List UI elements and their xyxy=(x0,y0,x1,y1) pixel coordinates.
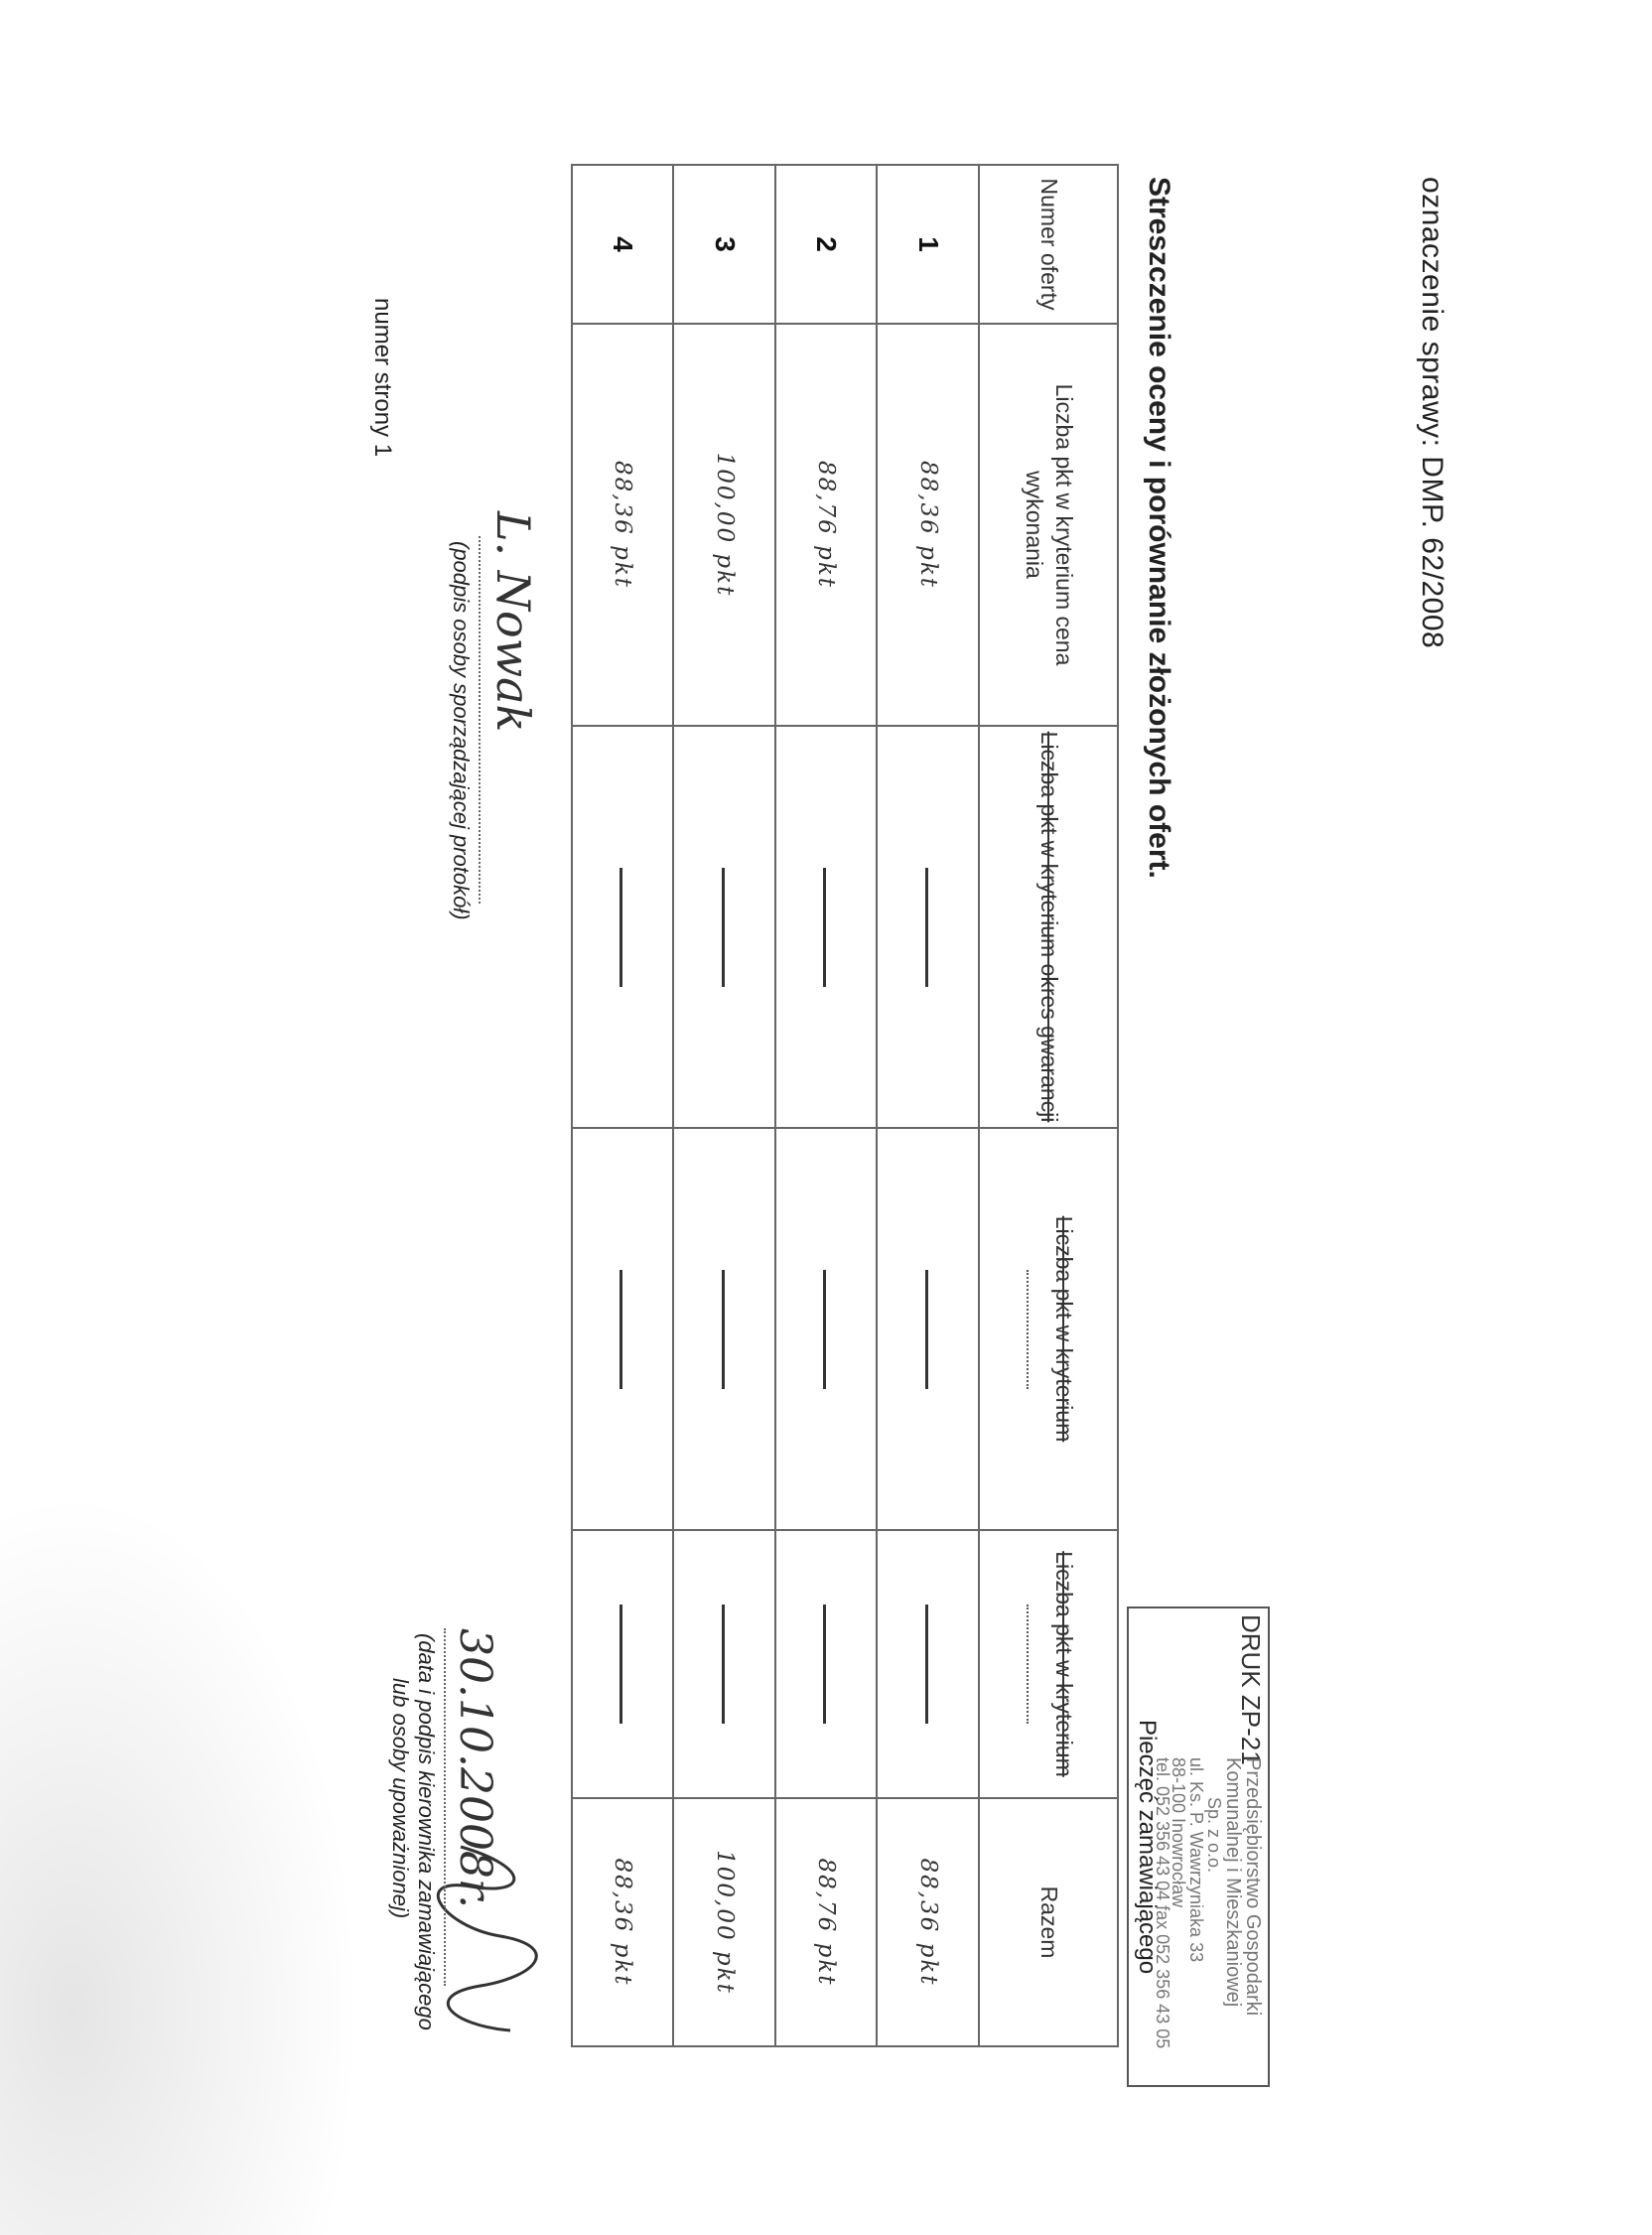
stamp-line-5: 88-100 Inowrocław xyxy=(1169,1757,1188,1908)
warranty-points xyxy=(572,726,674,1128)
header-offer-number: Numer oferty xyxy=(979,165,1118,324)
warranty-points xyxy=(674,726,776,1128)
manager-signature-line xyxy=(444,1628,446,1986)
stamp-line-6: tel. 052 356 43 04 fax 052 356 43 05 xyxy=(1153,1757,1172,2049)
dash-mark xyxy=(823,1270,826,1389)
table-header-row xyxy=(979,165,1118,2046)
dash-mark xyxy=(925,1605,928,1724)
price-points: 100,00 pkt xyxy=(674,324,776,726)
total-points: 88,76 pkt xyxy=(775,1798,878,2046)
table-row xyxy=(775,165,878,2046)
dash-mark xyxy=(620,1270,622,1389)
dash-mark xyxy=(722,868,725,987)
offer-number: 3 xyxy=(674,165,776,324)
stamp-line-3: Sp. z o.o. xyxy=(1204,1797,1224,1874)
header-warranty-criterion xyxy=(979,726,1118,1128)
case-reference: oznaczenie sprawy: DMP. 62/2008 xyxy=(1416,177,1448,649)
criterion-4-points xyxy=(878,1530,980,1798)
dash-mark xyxy=(925,1270,928,1389)
warranty-points xyxy=(775,726,878,1128)
stamp-label: Pieczęć zamawiającego xyxy=(1134,1719,1161,1975)
price-points: 88,36 pkt xyxy=(572,324,674,726)
criterion-4-points xyxy=(674,1530,776,1798)
offer-evaluation-table xyxy=(571,164,1119,2047)
criterion-4-points xyxy=(572,1530,674,1798)
price-points: 88,76 pkt xyxy=(775,324,878,726)
company-stamp xyxy=(1127,1606,1270,2087)
scan-artifact xyxy=(0,1489,361,2235)
header-criterion-4 xyxy=(979,1530,1118,1798)
criterion-3-points xyxy=(878,1128,980,1530)
table-row xyxy=(878,165,980,2046)
criterion-3-points xyxy=(674,1128,776,1530)
header-criterion-4-text: Liczba pkt w kryterium xyxy=(1050,1551,1077,1777)
manager-signature-caption-1: (data i podpis kierownika zamawiającego xyxy=(414,1633,439,2030)
criterion-3-points xyxy=(775,1128,878,1530)
manager-signature-scribble xyxy=(431,1837,550,2035)
stamp-line-4: ul. Ks. P. Wawrzyniaka 33 xyxy=(1186,1757,1206,1963)
total-points: 100,00 pkt xyxy=(674,1798,776,2046)
document-title: Streszczenie oceny i porównanie złożonych ofert. xyxy=(1143,177,1175,879)
preparer-signature: L. Nowak xyxy=(486,511,540,733)
stamp-line-1: Przedsiębiorstwo Gospodarki xyxy=(1242,1757,1264,2017)
blank-criterion-dots xyxy=(1027,1270,1034,1389)
stamp-line-2: Komunalnej i Mieszkaniowej xyxy=(1222,1757,1244,2008)
dash-mark xyxy=(620,1605,622,1724)
table-row xyxy=(572,165,674,2046)
header-criterion-3 xyxy=(979,1128,1118,1530)
dash-mark xyxy=(722,1270,725,1389)
price-points: 88,36 pkt xyxy=(878,324,980,726)
dash-mark xyxy=(925,868,928,987)
approval-date: 30.10.2008r. xyxy=(450,1628,500,1909)
header-total: Razem xyxy=(979,1798,1118,2046)
dash-mark xyxy=(620,868,622,987)
dash-mark xyxy=(722,1605,725,1724)
table-row xyxy=(674,165,776,2046)
page-number: numer strony 1 xyxy=(369,298,396,458)
criterion-4-points xyxy=(775,1530,878,1798)
total-points: 88,36 pkt xyxy=(878,1798,980,2046)
blank-criterion-dots xyxy=(1027,1605,1034,1724)
offer-number: 4 xyxy=(572,165,674,324)
header-warranty-text: Liczba pkt w kryterium okres gwarancji xyxy=(1035,731,1062,1123)
offer-number: 2 xyxy=(775,165,878,324)
preparer-signature-line xyxy=(479,536,481,904)
header-price-criterion: Liczba pkt w kryterium cena wykonania xyxy=(979,324,1118,726)
manager-signature-caption-2: lub osoby upoważnionej) xyxy=(388,1678,413,1919)
warranty-points xyxy=(878,726,980,1128)
dash-mark xyxy=(823,868,826,987)
total-points: 88,36 pkt xyxy=(572,1798,674,2046)
dash-mark xyxy=(823,1605,826,1724)
preparer-signature-caption: (podpis osoby sporządzającej protokół) xyxy=(449,541,474,920)
form-code: DRUK ZP-21 xyxy=(1236,1614,1266,1765)
criterion-3-points xyxy=(572,1128,674,1530)
header-criterion-3-text: Liczba pkt w kryterium xyxy=(1050,1215,1077,1443)
offer-number: 1 xyxy=(878,165,980,324)
